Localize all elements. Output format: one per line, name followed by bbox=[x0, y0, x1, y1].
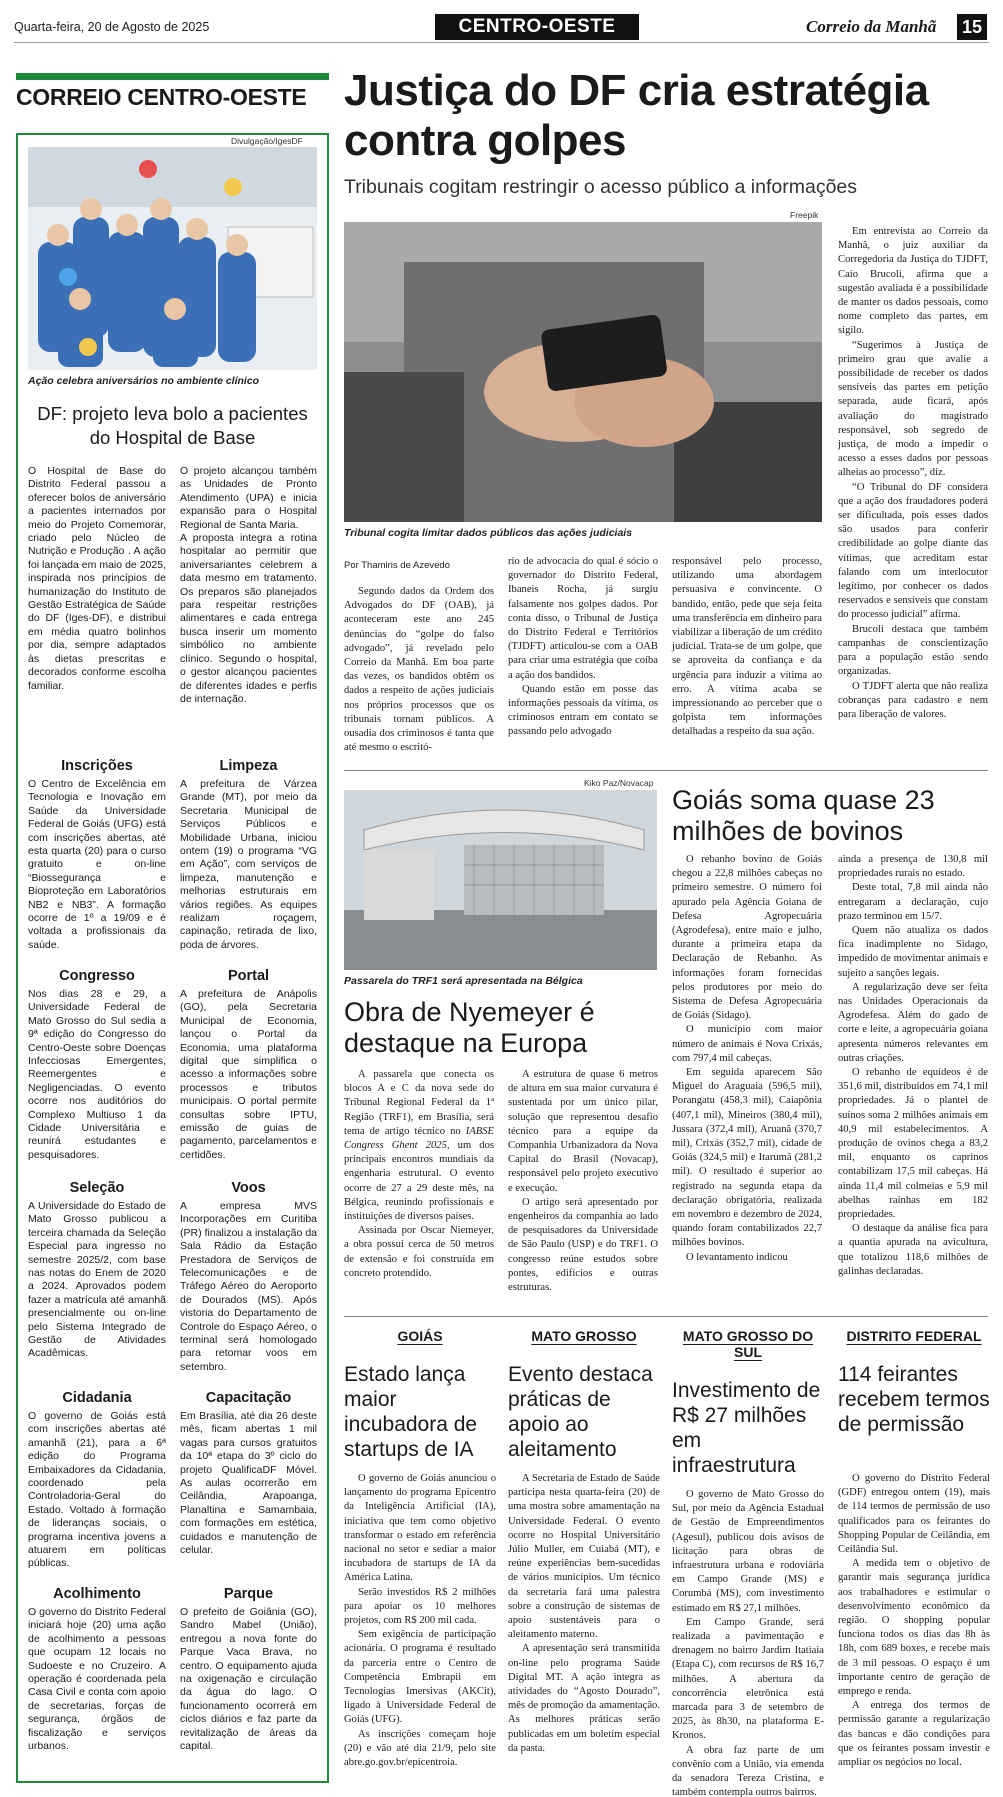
article-paragraph: O rebanho bovino de Goiás chegou a 22,8 milhões cabeças no primeiro semestre. O número foi apurado pela Agência Goiana de Defesa Agropecuária (Agrodefesa), entre maio e julho, durante a primeira etapa da Declaração de Rebanho. As informações foram fornecidas pelos produtores por meio do Sistema de Defesa Agropecuária de Goiás (Sidago). bbox=[672, 854, 822, 1022]
main-paragraph: Quando estão em posse das informações pessoais da vítima, os criminosos entram em contato se passando pelo advogado bbox=[508, 683, 658, 738]
article-paragraph: O município com maior número de animais é Nova Crixás, com 797,4 mil cabeças. bbox=[672, 1024, 822, 1064]
main-col4 bbox=[838, 225, 988, 722]
article-paragraph: O rebanho de equídeos é de 351,6 mil, distribuídos em 74,1 mil propriedades. Já o plantel de suínos soma 2 milhões animais em 40,9 mil estabelecimentos. A produção de ovinos chega a 83,2 mil, enquanto os caprinos contabilizam 17,5 mil cabeças. Há ainda 11,4 mil colmeias e 5,9 mil abelhas rainhas em 182 propriedades. bbox=[838, 1067, 988, 1221]
main-photo bbox=[344, 222, 822, 522]
article-headline: Goiás soma quase 23 milhões de bovinos bbox=[672, 785, 935, 846]
newspaper-name: Correio da Manhã bbox=[806, 17, 937, 36]
brief-mato-grosso-do-sul bbox=[672, 1328, 824, 1797]
note-title: Inscrições bbox=[61, 758, 133, 774]
article-paragraph: A estrutura de quase 6 metros de altura em sua maior curvatura é sustentada por um único pilar, solução que representou desafio técnico para a equipe da Companhia Urbanizadora da Nova Capital do Brasil (Novacap), responsável pelo projeto executivo e execução. bbox=[508, 1069, 658, 1194]
main-col1 bbox=[344, 585, 494, 755]
article-paragraph: Em seguida aparecem São Miguel do Araguaia (596,5 mil), Porangatu (458,3 mil), Caiapônia (407,1 mil), Mineiros (380,4 mil), Jussara (372,4 mil), Aruanã (370,7 mil), Crixás (352,7 mil), cidade de Goiás (324,5 mil) e Itarumã (281,2 mil). O resultado é superior ao registrado na segunda etapa da declaração obrigatória, realizada em novembro e dezembro de 2024, quando foram contabilizados 22,7 milhões bovinos. bbox=[672, 1067, 822, 1249]
region-kicker: MATO GROSSO DO SUL bbox=[682, 1328, 814, 1360]
note-text: Nos dias 28 e 29, a Universidade Federal de Mato Grosso do Sul sedia a 9ª edição do Congresso do Centro-Oeste sobre Doenças Infecciosas Emergentes, Reemergentes e Negligenciadas. O evento ocorre nos auditórios do Complexo Multiuso 1 da Cidade Universitária e reunirá estudantes e pesquisadores. bbox=[28, 988, 166, 1161]
article-text: um dos principais encontros mundiais da engenharia estrutural. O evento ocorre de 27 a 29 deste mês, na Bélgica, reunindo profissionais e instituições de diversos países. bbox=[344, 1140, 494, 1223]
header-divider bbox=[14, 42, 989, 43]
note-title: Limpeza bbox=[219, 758, 278, 774]
article-paragraph: Assinada por Oscar Niemeyer, a obra possui cerca de 50 metros de extensão e foi construída em concreto protendido. bbox=[344, 1225, 494, 1279]
section-divider bbox=[344, 1316, 988, 1317]
note-title: Acolhimento bbox=[53, 1586, 141, 1602]
note-parque bbox=[180, 1586, 317, 1753]
region-kicker: DISTRITO FEDERAL bbox=[846, 1328, 982, 1344]
brief-body bbox=[344, 1472, 496, 1770]
column-title: CORREIO CENTRO-OESTE bbox=[16, 84, 307, 110]
note-title: Capacitação bbox=[205, 1390, 292, 1406]
brief-paragraph: A apresentação será transmitida on-line pelo programa Saúde Digital MT. A ação integra as atividades do “Agosto Dourado”, mês de promoção da amamentação. As melhores práticas serão publicadas em um boletim especial da pasta. bbox=[508, 1643, 660, 1754]
brief-body bbox=[672, 1488, 824, 1797]
note-text: O Centro de Excelência em Tecnologia e Inovação em Saúde da Universidade Federal de Goiás (UFG) está com inscrições abertas, até esta quarta (20) para o curso gratuito e on-line “Biossegurança e Bioproteção em Laboratórios NB2 e NB3”. A formação ocorre de 1º a 19/09 e é voltada a profissionais da saúde. bbox=[28, 778, 166, 951]
bovinos-col1 bbox=[672, 853, 822, 1265]
lead-paragraph-2: A proposta integra a rotina hospitalar ao permitir que aniversariantes celebrem a data mesmo em tratamento. Os preparos são planejados para respeitar restrições alimentares e cada entrega busca inserir um momento simbólico no ambiente clínico. Segundo o hospital, o gestor alcançou pacientes de diferentes idades e perfis de internação. bbox=[180, 532, 317, 705]
main-paragraph: Segundo dados da Ordem dos Advogados do DF (OAB), já aconteceram este ano 245 denúncias do “golpe do falso advogado”, já revelado pelo Correio da Manhã. Em boa parte das vezes, os bandidos obtêm os dados a respeito de ações judiciais nos próprios processos que os tribunais tornam públicos. A ousadia dos criminosos é tanta que até mesmo o escritó- bbox=[344, 586, 494, 754]
hospital-photo bbox=[28, 147, 317, 370]
phone-in-hands-image bbox=[344, 222, 822, 522]
main-paragraph: rio de advocacia do qual é sócio o governador do Distrito Federal, Ibaneis Rocha, já surgiu falsamente nos golpes dados. Por conta disso, o Tribunal de Justiça do Distrito Federal e Territórios (TJDFT) articulou-se com a OAB para criar uma estratégia que coíba a ação dos bandidos. bbox=[508, 556, 658, 681]
brief-mato-grosso bbox=[508, 1328, 660, 1756]
note-text: O prefeito de Goiânia (GO), Sandro Mabel (União), entregou a nova fonte do Parque Vaca Brava, no centro. O equipamento ajuda na oxigenação e circulação da água do lago. O funcionamento ocorrerá em ciclos diários e faz parte da revitalização de áreas da capital. bbox=[180, 1606, 317, 1753]
brief-paragraph: As inscrições começam hoje (20) e vão até dia 21/9, pelo site abre.go.gov.br/epicentroia. bbox=[344, 1728, 496, 1769]
article-headline: Obra de Nyemeyer é destaque na Europa bbox=[344, 997, 595, 1058]
article-headline: DF: projeto leva bolo a pacientes do Hospital de Base bbox=[37, 403, 308, 448]
article-lead-col2 bbox=[180, 465, 317, 706]
brief-paragraph: A medida tem o objetivo de garantir mais segurança jurídica aos trabalhadores e estimular o desenvolvimento econômico da região. O shopping popular funciona todos os dias das 8h às 18h, com 689 boxes, e recebe mais de 3 mil pessoas. O espaço é um importante centro de geração de emprego e renda. bbox=[838, 1558, 990, 1698]
photo-credit: Freepik bbox=[790, 210, 819, 220]
main-paragraph: Brucoli destaca que também campanhas de conscientização para a população estão sendo organizadas. bbox=[838, 623, 988, 678]
note-text: Em Brasília, até dia 26 deste mês, ficam abertas 1 mil vagas para cursos gratuitos da 10ª etapa do 3º ciclo do projeto QualificaDF Móvel. As aulas ocorrerão em Ceilândia, Arapoanga, Planaltina e Samambaia, com formações em estética, cuidados e manutenção de celular. bbox=[180, 1410, 317, 1557]
page-number: 15 bbox=[957, 14, 987, 40]
brief-body bbox=[508, 1472, 660, 1756]
photo-credit: Kiko Paz/Novacap bbox=[584, 778, 654, 788]
photo-caption: Ação celebra aniversários no ambiente clínico bbox=[28, 375, 260, 387]
article-paragraph: A regularização deve ser feita nas Unidades Operacionais da Agrodefesa. Além do gado de corte e leite, a agropecuária goiana apresenta números relevantes em outras criações. bbox=[838, 981, 988, 1064]
brief-paragraph: O governo do Distrito Federal (GDF) entregou ontem (19), mais de 114 termos de permissão de uso qualificados para os feirantes do Shopping Popular de Ceilândia, em Ceilândia Sul. bbox=[838, 1473, 990, 1556]
note-text: O governo de Goiás está com inscrições abertas até amanhã (21), para a 6ª edição do Programa Embaixadores da Cidadania, coordenado pela Controladoria-Geral do Estado. Voltado à formação de lideranças sociais, o programa incentiva jovens a atuarem em políticas públicas. bbox=[28, 1410, 166, 1570]
photo-caption: Passarela do TRF1 será apresentada na Bélgica bbox=[344, 975, 583, 987]
brief-headline: Evento destaca práticas de apoio ao aleitamento bbox=[508, 1363, 653, 1461]
brief-headline: Investimento de R$ 27 milhões em infraestrutura bbox=[672, 1379, 821, 1477]
main-headline: Justiça do DF cria estratégia contra golpes bbox=[344, 66, 929, 165]
note-title: Cidadania bbox=[62, 1390, 132, 1406]
note-title: Parque bbox=[223, 1586, 274, 1602]
region-kicker: GOIÁS bbox=[397, 1328, 443, 1344]
brief-goias bbox=[344, 1328, 496, 1770]
note-title: Portal bbox=[227, 968, 270, 984]
main-paragraph: Em entrevista ao Correio da Manhã, o juiz auxiliar da Corregedoria da Justiça do TJDFT, Caio Brucoli, afirma que a sugestão avaliada é a possibilidade de manter os dados pessoais, como nome completo das partes, em sigilo. bbox=[838, 226, 988, 337]
column-accent-bar bbox=[16, 73, 329, 80]
main-paragraph: O TJDFT alerta que não realiza cobranças para cadastro e nem para liberação de valores. bbox=[838, 680, 988, 720]
article-lead-col1 bbox=[28, 465, 166, 693]
note-text: A empresa MVS Incorporações em Curitiba (PR) finalizou a instalação da Sala Rádio da Estação Prestadora de Serviços de Telecomunicações e de Tráfego Aéreo do Aeroporto de Dourados (MS). Após vistoria do Departamento de Controle do Espaço Aéreo, o terminal será homologado para retomar voos em setembro. bbox=[180, 1200, 317, 1373]
article-paragraph: Deste total, 7,8 mil ainda não entregaram a declaração, cujo prazo terminou em 15/7. bbox=[838, 882, 988, 922]
note-capacitacao bbox=[180, 1390, 317, 1557]
nyemeyer-col1 bbox=[344, 1068, 494, 1281]
brief-paragraph: A obra faz parte de um convênio com a União, via emenda da senadora Tereza Cristina, e também contempla outros bairros. bbox=[672, 1744, 824, 1797]
article-text: A passarela que conecta os blocos A e C da nova sede do Tribunal Regional Federal da 1ª Região (TRF1), em Brasília, será tema de artigo técnico no bbox=[344, 1069, 494, 1137]
nyemeyer-col2 bbox=[508, 1068, 658, 1295]
note-selecao bbox=[28, 1180, 166, 1361]
note-congresso bbox=[28, 968, 166, 1162]
brief-paragraph: Serão investidos R$ 2 milhões para apoiar os 10 melhores projetos, com R$ 200 mil cada. bbox=[344, 1586, 496, 1627]
lead-paragraph: O Hospital de Base do Distrito Federal passou a oferecer bolos de aniversário a pacientes internados por meio do Projeto Comemorar, criado pelo Núcleo de Nutrição e Produção . A ação foi lançada em maio de 2025, inspirada nos princípios de humanização do Instituto de Gestão Estratégica de Saúde do DF (Iges-DF), e distribui em média quatro bolinhos por dia, sempre adaptados às dietas prescritas e decorados conforme escolha familiar. bbox=[28, 465, 166, 692]
article-paragraph: O levantamento indicou bbox=[686, 1251, 788, 1263]
main-subheadline: Tribunais cogitam restringir o acesso público a informações bbox=[344, 176, 858, 198]
brief-paragraph: O governo de Mato Grosso do Sul, por meio da Agência Estadual de Gestão de Empreendimentos (Agesul), publicou dois avisos de licitação para obras de infraestrutura urbana e rodoviária em Campo Grande (MS) e Corumbá (MS), com investimento estimado em R$ 27,1 milhões. bbox=[672, 1489, 824, 1614]
main-paragraph: “Sugerimos à Justiça de primeiro grau que avalie a possibilidade de receber os dados sensíveis das partes em petição separada, aude ficará, após avaliação do magistrado responsável, sob segredo de justiça, de modo a impedir o acesso a esses dados por pessoas alheias ao processo”, diz. bbox=[838, 339, 988, 479]
brief-paragraph: A Secretaria de Estado de Saúde participa nesta quarta-feira (20) de uma mostra sobre amamentação na Universidade Federal. O evento ocorre no Hospital Universitário Júlio Muller, em Cuiabá (MT), e reúne experiências bem-sucedidas de vários municípios. Um técnico da secretaria fará uma palestra sobre a construção de sistemas de apoio sustentáveis para o aleitamento materno. bbox=[508, 1473, 660, 1641]
main-col3 bbox=[672, 555, 822, 740]
note-acolhimento bbox=[28, 1586, 166, 1753]
region-kicker: MATO GROSSO bbox=[531, 1328, 637, 1344]
section-label: CENTRO-OESTE bbox=[435, 14, 639, 40]
brief-paragraph: O governo de Goiás anunciou o lançamento do programa Epicentro da Inteligência Artificial (IA), iniciativa que tem como objetivo transformar o estado em referência nacional no setor e sediar a maior incubadora de startups de IA da América Latina. bbox=[344, 1473, 496, 1584]
note-text: O governo do Distrito Federal iniciará hoje (20) uma ação de acolhimento a pessoas que ocupam 12 locais no Sudoeste e no Cruzeiro. A operação é coordenada pela Casa Civil e conta com apoio de secretarias, forças de segurança, órgãos de fiscalização e serviços urbanos. bbox=[28, 1606, 166, 1753]
note-text: A Universidade do Estado de Mato Grosso publicou a terceira chamada da Seleção Especial para ingresso no semestre 2025/2, com base nas notas do Enem de 2020 a 2024. Aprovados podem fazer a matrícula até amanhã presencialmente ou on-line pelo Sistema Integrado de Gestão de Atividades Acadêmicas. bbox=[28, 1200, 166, 1360]
note-inscricoes bbox=[28, 758, 166, 952]
photo-credit: Divulgação/IgesDF bbox=[231, 136, 303, 146]
photo-caption: Tribunal cogita limitar dados públicos das ações judiciais bbox=[344, 527, 633, 539]
byline: Por Thamiris de Azevedo bbox=[344, 560, 450, 571]
section-divider bbox=[344, 770, 988, 771]
article-paragraph: O artigo será apresentado por engenheiros da companhia ao lado de pesquisadores da Universidade de São Paulo (USP) e do TRF1. O congresso reúne estudos sobre pontes, edifícios e outras estruturas. bbox=[508, 1196, 658, 1294]
note-title: Congresso bbox=[59, 968, 135, 984]
main-paragraph: responsável pelo processo, utilizando uma abordagem persuasiva e convincente. O bandido, então, pede que seja feita uma transferência em dinheiro para viabilizar a liberação de um crédito judicial. Trata-se de um golpe, que se aproveita da confiança e da urgência para induzir a vítima ao erro. A vítima acaba se impressionando ao perceber que o golpista tem informações detalhadas a respeito da sua ação. bbox=[672, 556, 823, 738]
brief-paragraph: A entrega dos termos de permissão garante a regularização das bancas e dão condições para que os feirantes possam investir e ampliar os negócios no local. bbox=[838, 1700, 990, 1769]
brief-paragraph: Sem exigência de participação acionária. O programa é resultado da parceria entre o Centro de Competência Embrapii em Tecnologias Imersivas (AKCit), ligado à Universidade Federal de Goiás (UFG). bbox=[344, 1629, 496, 1726]
note-voos bbox=[180, 1180, 317, 1374]
note-portal bbox=[180, 968, 317, 1162]
brief-distrito-federal bbox=[838, 1328, 990, 1770]
brief-headline: Estado lança maior incubadora de startups de IA bbox=[344, 1363, 478, 1461]
note-limpeza bbox=[180, 758, 317, 952]
walkway-construction-image bbox=[344, 790, 657, 970]
note-text: A prefeitura de Anápolis (GO), pela Secretaria Municipal de Economia, lançou o Portal da Economia, uma plataforma digital que simplifica o acesso a informações sobre processos e tributos municipais. O portal permite consultas sobre IPTU, emissão de guias de pagamento, parcelamentos e certidões. bbox=[180, 988, 317, 1161]
brief-headline: 114 feirantes recebem termos de permissão bbox=[838, 1363, 990, 1436]
lead-paragraph-continued: O projeto alcançou também as Unidades de Pronto Atendimento (UPA) e inicia expansão para o Hospital Regional de Santa Maria. bbox=[180, 465, 317, 531]
note-text: A prefeitura de Várzea Grande (MT), por meio da Secretaria Municipal de Serviços Públicos e Mobilidade Urbana, iniciou ontem (19) o programa “VG em Ação”, com serviços de limpeza, manutenção e melhorias estruturais em vários regiões. As equipes realizam roçagem, capinação, retirada de lixo, poda de árvores. bbox=[180, 778, 317, 951]
note-title: Voos bbox=[231, 1180, 266, 1196]
nyemeyer-photo bbox=[344, 790, 657, 970]
brief-paragraph: Em Campo Grande, será realizada a pavimentação e drenagem no bairro Jardim Itatiaia (Etapa C), com recursos de R$ 16,7 milhões. A abertura da concorrência eletrônica está marcada para 3 de setembro de 2025, às 8h30, na plataforma E-Kronos. bbox=[672, 1616, 824, 1742]
article-paragraph: Quem não atualiza os dados fica inadimplente no Sidago, impedido de movimentar animais e sujeito a sanções legais. bbox=[838, 925, 988, 979]
article-paragraph: ainda a presença de 130,8 mil propriedades rurais no estado. bbox=[838, 854, 988, 880]
hospital-staff-image bbox=[28, 147, 317, 370]
bovinos-col2 bbox=[838, 853, 988, 1279]
main-col2 bbox=[508, 555, 658, 740]
note-title: Seleção bbox=[69, 1180, 125, 1196]
article-paragraph: O destaque da análise fica para a quantia apurada na avicultura, que totalizou 118,6 milhões de galinhas declaradas. bbox=[838, 1223, 988, 1277]
note-cidadania bbox=[28, 1390, 166, 1571]
event-name: IABSE Congress Ghent 2025, bbox=[344, 1125, 494, 1152]
brief-body bbox=[838, 1472, 990, 1770]
edition-date: Quarta-feira, 20 de Agosto de 2025 bbox=[14, 20, 210, 34]
main-paragraph: “O Tribunal do DF considera que a ação dos fraudadores poderá ser dificultada, pois esses dados são usados para conferir credibilidade ao golpe diante das vítimas, que acreditam estar falando com um interlocutor legítimo, por conhecer os dados reservados e sensíveis que constam do processo judicial” afirma. bbox=[838, 481, 988, 621]
